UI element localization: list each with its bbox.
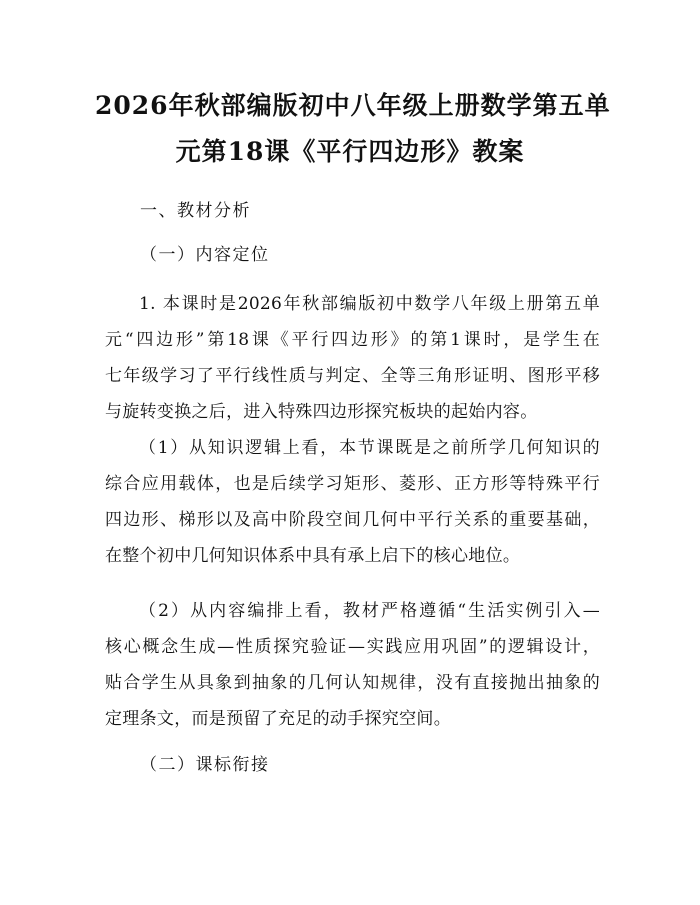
paragraph-line: 定理条文，而是预留了充足的动手探究空间。 — [105, 709, 451, 729]
document-title-line-1: 2026年秋部编版初中八年级上册数学第五单 — [95, 91, 611, 120]
paragraph-line: 七年级学习了平行线性质与判定、全等三角形证明、图形平移 — [105, 366, 600, 386]
subsection-heading-curriculum-alignment: （二）课标衔接 — [140, 755, 270, 775]
document-title-line-2: 元第18课《平行四边形》教案 — [175, 137, 525, 166]
paragraph-line: 元“四边形”第18课《平行四边形》的第1课时，是学生在 — [105, 330, 600, 350]
paragraph-line: 1. 本课时是2026年秋部编版初中数学八年级上册第五单 — [139, 294, 600, 314]
paragraph-line: （2）从内容编排上看，教材严格遵循“生活实例引入— — [139, 601, 600, 621]
paragraph-line: 综合应用载体，也是后续学习矩形、菱形、正方形等特殊平行 — [105, 474, 600, 494]
paragraph-knowledge-logic — [105, 430, 600, 574]
paragraph-line: 四边形、梯形以及高中阶段空间几何中平行关系的重要基础， — [105, 510, 600, 530]
paragraph-line: 贴合学生从具象到抽象的几何认知规律，没有直接抛出抽象的 — [105, 673, 600, 693]
section-heading-teaching-material-analysis: 一、教材分析 — [140, 201, 251, 221]
paragraph-content-arrangement — [105, 593, 600, 737]
paragraph-line: 与旋转变换之后，进入特殊四边形探究板块的起始内容。 — [105, 402, 538, 422]
paragraph-line: 核心概念生成—性质探究验证—实践应用巩固”的逻辑设计， — [105, 637, 600, 657]
paragraph-line: （1）从知识逻辑上看，本节课既是之前所学几何知识的 — [139, 438, 600, 458]
paragraph-lesson-position — [105, 286, 600, 430]
paragraph-line: 在整个初中几何知识体系中具有承上启下的核心地位。 — [105, 546, 521, 566]
subsection-heading-content-positioning: （一）内容定位 — [140, 245, 270, 265]
